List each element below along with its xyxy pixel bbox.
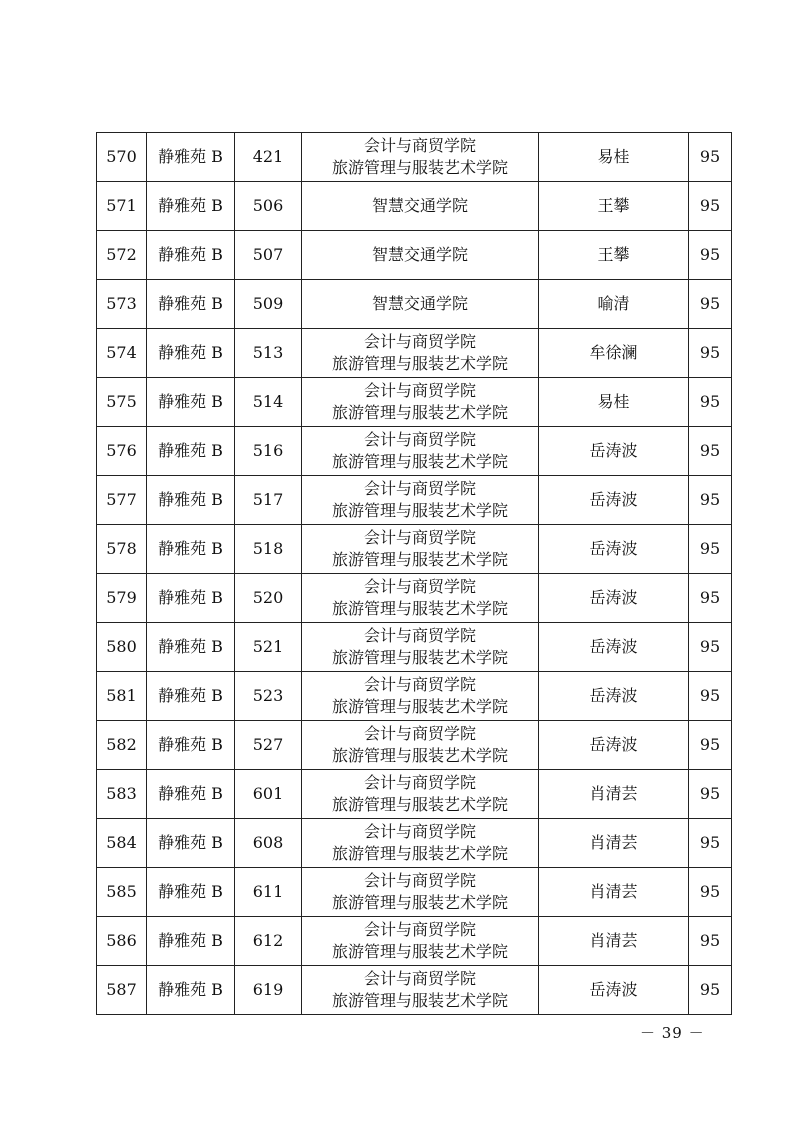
staff-cell: 肖清芸 [539, 917, 689, 966]
college-name: 会计与商贸学院 [363, 920, 476, 939]
score-cell: 95 [689, 329, 732, 378]
college-name: 旅游管理与服装艺术学院 [331, 648, 508, 667]
staff-cell: 肖清芸 [539, 770, 689, 819]
college-cell [302, 525, 539, 574]
score-cell: 95 [689, 280, 732, 329]
page-number: － 39 － [640, 1024, 705, 1042]
staff-cell: 岳涛波 [539, 427, 689, 476]
staff-cell: 肖清芸 [539, 819, 689, 868]
college-name: 会计与商贸学院 [363, 136, 476, 155]
table-row [97, 770, 732, 819]
college-name: 旅游管理与服装艺术学院 [331, 452, 508, 471]
table-row [97, 427, 732, 476]
college-cell [302, 329, 539, 378]
college-name: 旅游管理与服装艺术学院 [331, 844, 508, 863]
serial-number-cell: 586 [97, 917, 147, 966]
building-cell: 静雅苑 B [147, 574, 235, 623]
table-row [97, 476, 732, 525]
serial-number-cell: 587 [97, 966, 147, 1015]
staff-cell: 牟徐澜 [539, 329, 689, 378]
score-cell: 95 [689, 231, 732, 280]
staff-cell: 岳涛波 [539, 574, 689, 623]
score-cell: 95 [689, 917, 732, 966]
serial-number-cell: 576 [97, 427, 147, 476]
college-name: 旅游管理与服装艺术学院 [331, 795, 508, 814]
table-row [97, 917, 732, 966]
college-cell [302, 721, 539, 770]
room-number-cell: 506 [235, 182, 302, 231]
college-cell [302, 574, 539, 623]
building-cell: 静雅苑 B [147, 378, 235, 427]
table-row [97, 231, 732, 280]
serial-number-cell: 581 [97, 672, 147, 721]
college-cell [302, 427, 539, 476]
college-name: 旅游管理与服装艺术学院 [331, 942, 508, 961]
building-cell: 静雅苑 B [147, 133, 235, 182]
college-name: 会计与商贸学院 [363, 969, 476, 988]
college-name: 旅游管理与服装艺术学院 [331, 599, 508, 618]
score-cell: 95 [689, 427, 732, 476]
serial-number-cell: 572 [97, 231, 147, 280]
staff-cell: 岳涛波 [539, 476, 689, 525]
serial-number-cell: 573 [97, 280, 147, 329]
serial-number-cell: 585 [97, 868, 147, 917]
table-body [97, 133, 732, 1015]
room-number-cell: 520 [235, 574, 302, 623]
building-cell: 静雅苑 B [147, 672, 235, 721]
room-number-cell: 516 [235, 427, 302, 476]
score-cell: 95 [689, 819, 732, 868]
serial-number-cell: 570 [97, 133, 147, 182]
room-number-cell: 527 [235, 721, 302, 770]
college-name: 旅游管理与服装艺术学院 [331, 403, 508, 422]
staff-cell: 易桂 [539, 378, 689, 427]
building-cell: 静雅苑 B [147, 770, 235, 819]
college-name: 会计与商贸学院 [363, 479, 476, 498]
building-cell: 静雅苑 B [147, 868, 235, 917]
college-name: 旅游管理与服装艺术学院 [331, 991, 508, 1010]
college-cell [302, 476, 539, 525]
college-name: 会计与商贸学院 [363, 724, 476, 743]
college-cell [302, 378, 539, 427]
table-row [97, 280, 732, 329]
college-name: 智慧交通学院 [371, 245, 468, 264]
serial-number-cell: 584 [97, 819, 147, 868]
staff-cell: 肖清芸 [539, 868, 689, 917]
building-cell: 静雅苑 B [147, 721, 235, 770]
staff-cell: 岳涛波 [539, 672, 689, 721]
score-cell: 95 [689, 672, 732, 721]
college-name: 会计与商贸学院 [363, 577, 476, 596]
score-cell: 95 [689, 378, 732, 427]
college-name: 会计与商贸学院 [363, 822, 476, 841]
staff-cell: 喻清 [539, 280, 689, 329]
college-name: 会计与商贸学院 [363, 381, 476, 400]
score-cell: 95 [689, 574, 732, 623]
staff-cell: 王攀 [539, 182, 689, 231]
table-row [97, 133, 732, 182]
building-cell: 静雅苑 B [147, 182, 235, 231]
table-row [97, 721, 732, 770]
building-cell: 静雅苑 B [147, 966, 235, 1015]
college-name: 旅游管理与服装艺术学院 [331, 893, 508, 912]
score-cell: 95 [689, 721, 732, 770]
college-cell [302, 966, 539, 1015]
building-cell: 静雅苑 B [147, 427, 235, 476]
building-cell: 静雅苑 B [147, 476, 235, 525]
room-number-cell: 509 [235, 280, 302, 329]
serial-number-cell: 580 [97, 623, 147, 672]
room-number-cell: 421 [235, 133, 302, 182]
staff-cell: 易桂 [539, 133, 689, 182]
table-row [97, 182, 732, 231]
table-row [97, 966, 732, 1015]
table-row [97, 378, 732, 427]
building-cell: 静雅苑 B [147, 231, 235, 280]
room-number-cell: 518 [235, 525, 302, 574]
dormitory-score-table [96, 132, 732, 1015]
table-row [97, 574, 732, 623]
table-row [97, 819, 732, 868]
room-number-cell: 523 [235, 672, 302, 721]
room-number-cell: 611 [235, 868, 302, 917]
staff-cell: 岳涛波 [539, 721, 689, 770]
college-cell [302, 917, 539, 966]
score-cell: 95 [689, 623, 732, 672]
college-cell [302, 672, 539, 721]
college-name: 旅游管理与服装艺术学院 [331, 158, 508, 177]
college-name: 旅游管理与服装艺术学院 [331, 501, 508, 520]
college-cell [302, 819, 539, 868]
college-cell [302, 868, 539, 917]
room-number-cell: 612 [235, 917, 302, 966]
college-cell [302, 770, 539, 819]
serial-number-cell: 574 [97, 329, 147, 378]
table-row [97, 672, 732, 721]
serial-number-cell: 577 [97, 476, 147, 525]
building-cell: 静雅苑 B [147, 280, 235, 329]
building-cell: 静雅苑 B [147, 819, 235, 868]
serial-number-cell: 578 [97, 525, 147, 574]
college-name: 会计与商贸学院 [363, 430, 476, 449]
college-name: 会计与商贸学院 [363, 773, 476, 792]
college-name: 会计与商贸学院 [363, 675, 476, 694]
score-cell: 95 [689, 133, 732, 182]
room-number-cell: 517 [235, 476, 302, 525]
building-cell: 静雅苑 B [147, 623, 235, 672]
room-number-cell: 521 [235, 623, 302, 672]
room-number-cell: 619 [235, 966, 302, 1015]
staff-cell: 王攀 [539, 231, 689, 280]
room-number-cell: 514 [235, 378, 302, 427]
college-name: 智慧交通学院 [371, 294, 468, 313]
college-name: 会计与商贸学院 [363, 871, 476, 890]
college-cell [302, 182, 539, 231]
score-cell: 95 [689, 476, 732, 525]
college-name: 会计与商贸学院 [363, 626, 476, 645]
college-name: 旅游管理与服装艺术学院 [331, 550, 508, 569]
building-cell: 静雅苑 B [147, 329, 235, 378]
room-number-cell: 513 [235, 329, 302, 378]
serial-number-cell: 571 [97, 182, 147, 231]
college-name: 会计与商贸学院 [363, 332, 476, 351]
college-name: 旅游管理与服装艺术学院 [331, 746, 508, 765]
score-cell: 95 [689, 182, 732, 231]
serial-number-cell: 579 [97, 574, 147, 623]
college-name: 旅游管理与服装艺术学院 [331, 354, 508, 373]
college-cell [302, 623, 539, 672]
serial-number-cell: 582 [97, 721, 147, 770]
staff-cell: 岳涛波 [539, 966, 689, 1015]
building-cell: 静雅苑 B [147, 525, 235, 574]
staff-cell: 岳涛波 [539, 525, 689, 574]
serial-number-cell: 575 [97, 378, 147, 427]
college-cell [302, 231, 539, 280]
college-cell [302, 280, 539, 329]
college-name: 智慧交通学院 [371, 196, 468, 215]
score-cell: 95 [689, 868, 732, 917]
room-number-cell: 507 [235, 231, 302, 280]
table-row [97, 525, 732, 574]
room-number-cell: 608 [235, 819, 302, 868]
college-cell [302, 133, 539, 182]
score-cell: 95 [689, 525, 732, 574]
college-name: 旅游管理与服装艺术学院 [331, 697, 508, 716]
table-row [97, 623, 732, 672]
staff-cell: 岳涛波 [539, 623, 689, 672]
serial-number-cell: 583 [97, 770, 147, 819]
building-cell: 静雅苑 B [147, 917, 235, 966]
college-name: 会计与商贸学院 [363, 528, 476, 547]
score-cell: 95 [689, 770, 732, 819]
table-row [97, 329, 732, 378]
table-row [97, 868, 732, 917]
room-number-cell: 601 [235, 770, 302, 819]
score-cell: 95 [689, 966, 732, 1015]
